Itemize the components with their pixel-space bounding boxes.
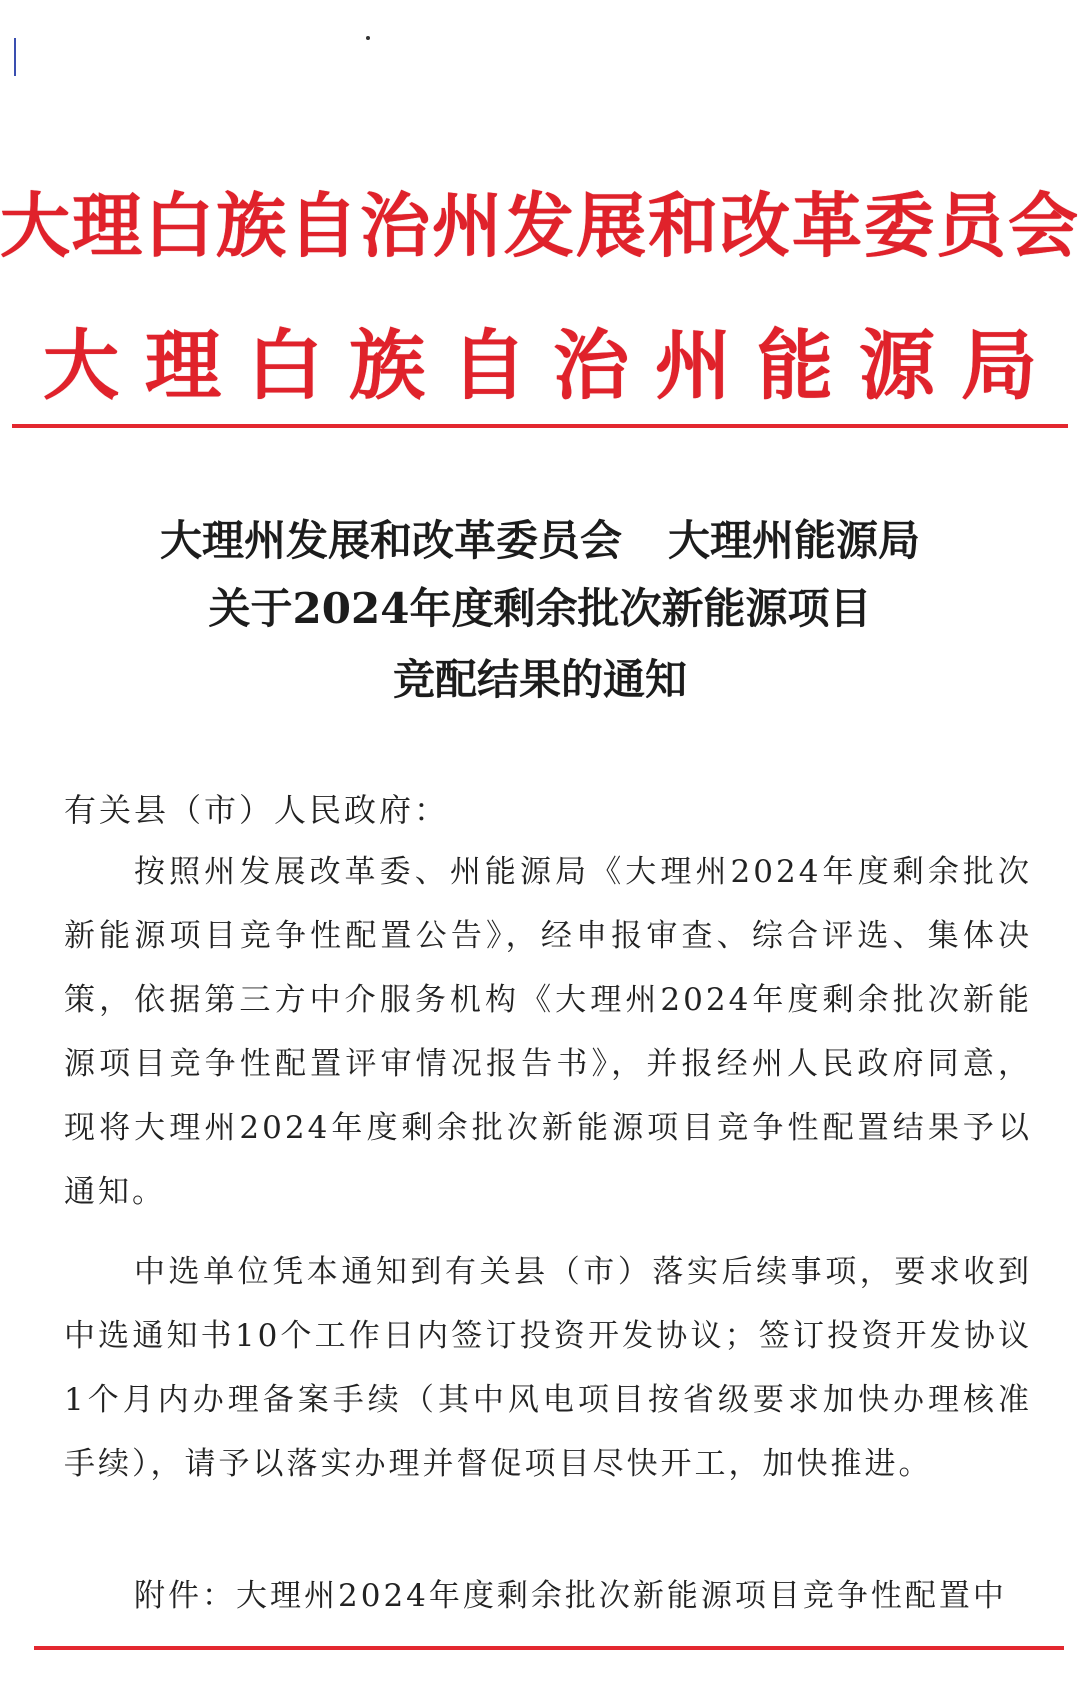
title-issuer-left: 大理州发展和改革委员会 [159, 516, 622, 565]
document-title-line2: 关于2024年度剩余批次新能源项目 [208, 584, 872, 633]
salutation: 有关县（市）人民政府： [64, 791, 450, 829]
letterhead-org-line2: 大理白族自治州能源局 [43, 321, 1063, 410]
body-paragraph-1: 按照州发展改革委、州能源局《大理州2024年度剩余批次新能源项目竞争性配置公告》，经申报审查、综合评选、集体决策，依据第三方中介服务机构《大理州2024年度剩余批次新能源项目竞争性配置评审情况报告书》，并报经州人民政府同意，现将大理州2024年度剩余批次新能源项目竞争性配置结果予以通知。 [64, 854, 1032, 1210]
attachment-note: 附件：大理州2024年度剩余批次新能源项目竞争性配置中 [134, 1578, 1007, 1614]
letterhead-org-line1: 大理白族自治州发展和改革委员会 [0, 184, 1080, 267]
document-title-line3: 竞配结果的通知 [392, 655, 687, 704]
footer-red-rule [34, 1646, 1064, 1650]
body-paragraph-2: 中选单位凭本通知到有关县（市）落实后续事项，要求收到中选通知书10个工作日内签订投资开发协议；签订投资开发协议1个月内办理备案手续（其中风电项目按省级要求加快办理核准手续），请予以落实办理并督促项目尽快开工，加快推进。 [64, 1254, 1032, 1482]
title-issuer-right: 大理州能源局 [668, 516, 921, 565]
scan-edge-mark [14, 38, 16, 76]
document-title-line1 [0, 508, 1080, 568]
letterhead-red-rule [12, 424, 1068, 428]
scan-dot-mark [366, 36, 370, 40]
